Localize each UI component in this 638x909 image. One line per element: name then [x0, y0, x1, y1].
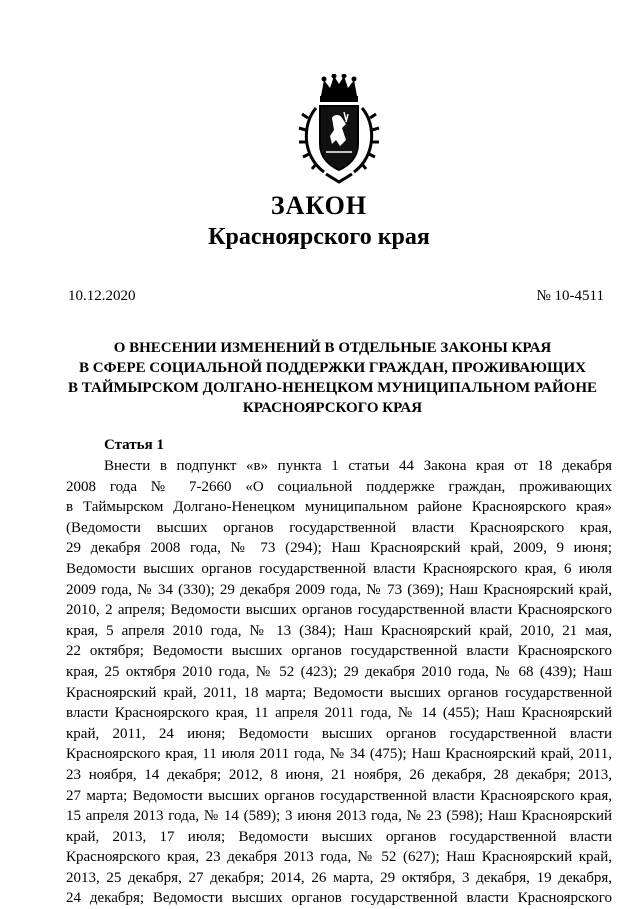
heading-line: КРАСНОЯРСКОГО КРАЯ [242, 400, 423, 416]
body-line: 24 декабря; Ведомости высших органов государственной власти Красноярского [66, 890, 612, 907]
law-subtitle: Красноярского края [208, 224, 430, 250]
body-line: 2013, 25 декабря, 27 декабря; 2014, 26 марта, 29 октября, 3 декабря, 19 декабря, [66, 869, 612, 886]
article-label: Статья 1 [104, 437, 164, 453]
body-line: края, 25 октября 2010 года, № 52 (423); 29 декабря 2010 года, № 68 (439); Наш [66, 663, 612, 680]
body-line: 27 марта; Ведомости высших органов государственной власти Красноярского края, [66, 787, 612, 804]
body-line: в Таймырском Долгано-Ненецком муниципальном районе Красноярского края» [66, 499, 612, 516]
body-line: власти Красноярского края, 11 апреля 2011 года, № 14 (455); Наш Красноярский [66, 705, 612, 722]
body-line: Внести в подпункт «в» пункта 1 статьи 44 Закона края от 18 декабря [104, 458, 612, 474]
body-line: 2010, 2 апреля; Ведомости высших органов государственной власти Красноярского [66, 602, 612, 619]
body-line: Красноярский край, 2011, 18 марта; Ведомости высших органов государственной [66, 684, 612, 701]
body-line: 15 апреля 2013 года, № 14 (589); 3 июня 2013 года, № 23 (598); Наш Красноярский [66, 808, 612, 825]
body-line: края, 5 апреля 2010 года, № 13 (384); Наш Красноярский край, 2010, 21 мая, [66, 622, 612, 639]
heading-line: В СФЕРЕ СОЦИАЛЬНОЙ ПОДДЕРЖКИ ГРАЖДАН, ПРОЖИВАЮЩИХ [79, 360, 586, 376]
body-line: Ведомости высших органов государственной власти Красноярского края, 6 июля [66, 560, 612, 577]
body-line: 2009 года, № 34 (330); 29 декабря 2009 года, № 73 (369); Наш Красноярский край, [66, 581, 612, 598]
heading-line: В ТАЙМЫРСКОМ ДОЛГАНО-НЕНЕЦКОМ МУНИЦИПАЛЬНОМ РАЙОНЕ [68, 380, 597, 396]
body-line: край, 2013, 17 июля; Ведомости высших органов государственной власти [66, 828, 612, 845]
article-body [66, 456, 612, 909]
shield-icon [320, 106, 358, 170]
law-title: ЗАКОН [270, 191, 368, 220]
coat-of-arms-emblem [296, 74, 382, 186]
body-line: 29 декабря 2008 года, № 73 (294); Наш Красноярский край, 2009, 9 июня; [66, 540, 612, 557]
body-line: 23 ноября, 14 декабря; 2012, 8 июня, 21 ноября, 26 декабря, 28 декабря; 2013, [66, 766, 612, 783]
body-line: (Ведомости высших органов государственной власти Красноярского края, [66, 519, 612, 536]
body-line: 2008 года № 7-2660 «О социальной поддержке граждан, проживающих [66, 478, 612, 495]
body-line: край, 2011, 24 июня; Ведомости высших органов государственной власти [66, 725, 612, 742]
law-heading [60, 338, 605, 418]
body-line: Красноярского края, 11 июля 2011 года, № 34 (475); Наш Красноярский край, 2011, [66, 746, 612, 763]
body-line: Красноярского края, 23 декабря 2013 года, № 52 (627); Наш Красноярский край, [66, 849, 612, 866]
heading-line: О ВНЕСЕНИИ ИЗМЕНЕНИЙ В ОТДЕЛЬНЫЕ ЗАКОНЫ КРАЯ [113, 340, 552, 356]
law-date: 10.12.2020 [68, 288, 136, 304]
body-line: 22 октября; Ведомости высших органов государственной власти Красноярского [66, 643, 612, 660]
law-number: № 10-4511 [536, 288, 604, 304]
crown-icon [320, 74, 358, 102]
